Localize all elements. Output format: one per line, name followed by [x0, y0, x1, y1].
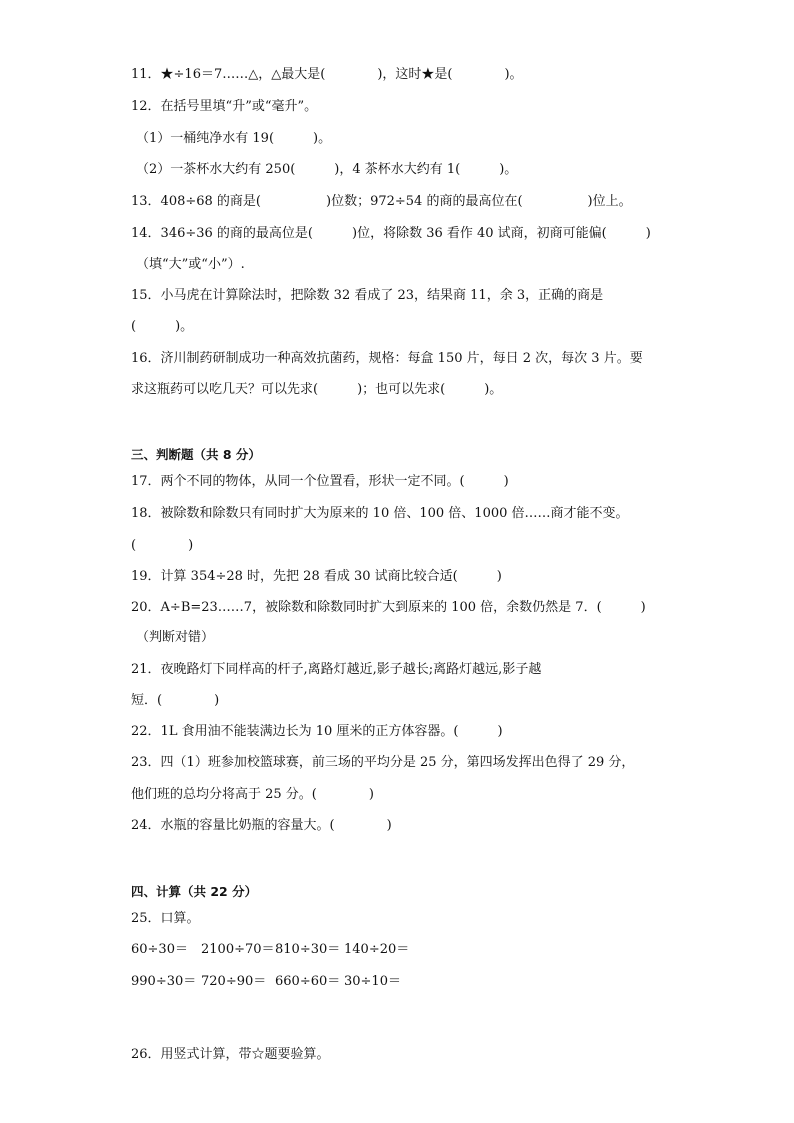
question-18: 18．被除数和除数只有同时扩大为原来的 10 倍、100 倍、1000 倍……商才能不变。: [131, 506, 629, 521]
section-3-heading: 三、判断题（共 8 分）: [131, 447, 261, 462]
section-4-heading: 四、计算（共 22 分）: [131, 884, 258, 899]
calc-item: 720÷90＝: [201, 974, 267, 989]
calc-item: 2100÷70＝: [201, 942, 275, 957]
question-26: 26．用竖式计算，带☆题要验算。: [131, 1047, 330, 1062]
calc-item: 990÷30＝: [131, 974, 197, 989]
question-12-part-2: （2）一茶杯水大约有 250( )，4 茶杯水大约有 1( )。: [136, 162, 518, 177]
calc-item: 660÷60＝: [275, 974, 341, 989]
question-21-continued: 短．( ): [131, 693, 220, 708]
question-18-continued: ( ): [131, 538, 194, 553]
question-23: 23．四（1）班参加校篮球赛，前三场的平均分是 25 分，第四场发挥出色得了 29 分，: [131, 755, 635, 770]
question-25: 25．口算。: [131, 911, 200, 926]
question-17: 17．两个不同的物体，从同一个位置看，形状一定不同。( ): [131, 474, 509, 489]
question-12-part-1: （1）一桶纯净水有 19( )。: [136, 131, 332, 146]
question-13: 13．408÷68 的商是( )位数；972÷54 的商的最高位在( )位上。: [131, 194, 632, 209]
question-16: 16．济川制药研制成功一种高效抗菌药，规格：每盒 150 片，每日 2 次，每次 3 片。要: [131, 351, 643, 366]
question-15-continued: ( )。: [131, 319, 194, 334]
question-22: 22．1L 食用油不能装满边长为 10 厘米的正方体容器。( ): [131, 724, 503, 739]
calc-item: 140÷20＝: [344, 942, 410, 957]
calc-item: 60÷30＝: [131, 942, 188, 957]
question-16-continued: 求这瓶药可以吃几天？可以先求( )；也可以先求( )。: [131, 382, 503, 397]
question-20-continued: （判断对错）: [136, 630, 215, 645]
question-21: 21．夜晚路灯下同样高的杆子,离路灯越近,影子越长;离路灯越远,影子越: [131, 662, 542, 677]
question-24: 24．水瓶的容量比奶瓶的容量大。( ): [131, 818, 392, 833]
calc-item: 810÷30＝: [275, 942, 341, 957]
question-11: 11．★÷16＝7……△，△最大是( )，这时★是( )。: [131, 67, 523, 82]
question-14-continued: （填“大”或“小”）.: [136, 257, 245, 272]
mental-math-row-2: [131, 973, 401, 991]
question-23-continued: 他们班的总均分将高于 25 分。( ): [131, 787, 374, 802]
question-12: 12．在括号里填“升”或“毫升”。: [131, 99, 318, 114]
question-20: 20．A÷B=23……7，被除数和除数同时扩大到原来的 100 倍，余数仍然是 7．( ): [131, 600, 646, 615]
calc-item: 30÷10＝: [344, 974, 401, 989]
mental-math-row-1: [131, 941, 409, 959]
question-14: 14．346÷36 的商的最高位是( )位，将除数 36 看作 40 试商，初商可能偏( ): [131, 226, 651, 241]
question-19: 19．计算 354÷28 时，先把 28 看成 30 试商比较合适( ): [131, 569, 502, 584]
question-15: 15．小马虎在计算除法时，把除数 32 看成了 23，结果商 11，余 3，正确的商是: [131, 288, 604, 303]
